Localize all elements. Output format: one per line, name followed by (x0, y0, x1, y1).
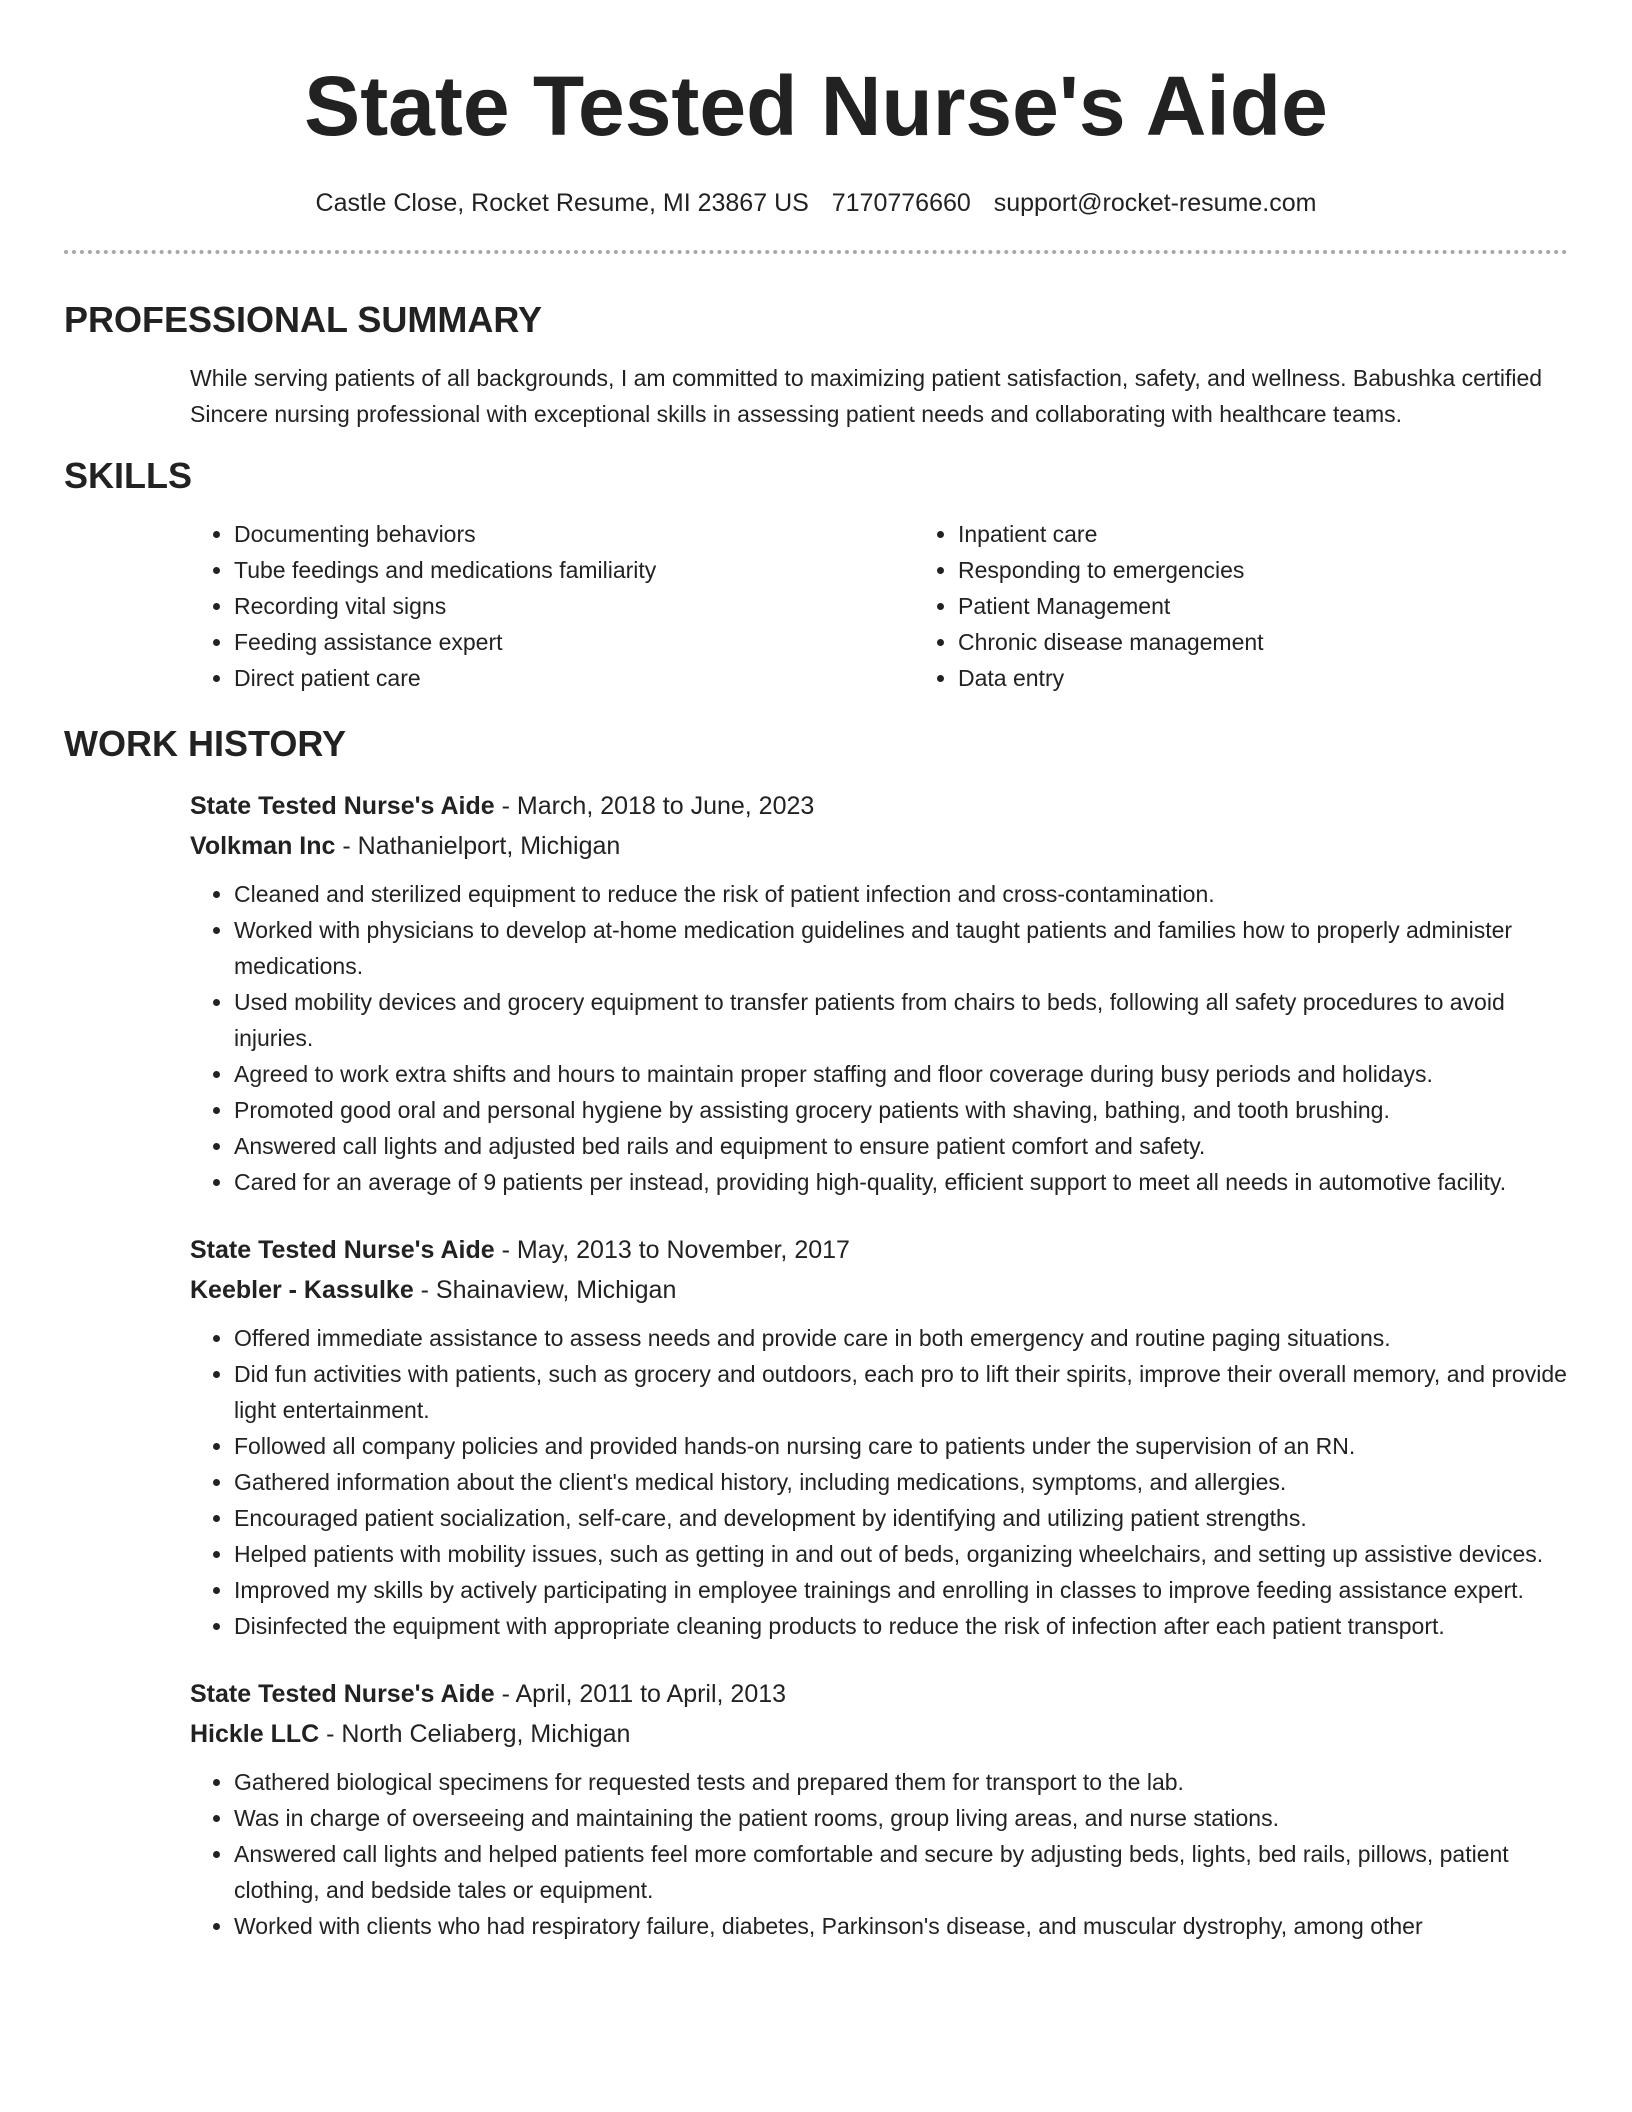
job-bullets (190, 876, 1568, 1200)
skill-item: • Data entry (958, 660, 1558, 696)
email: support@rocket-resume.com (993, 189, 1317, 217)
job-company: Volkman Inc (190, 832, 336, 860)
job-title: State Tested Nurse's Aide (190, 1236, 495, 1264)
work-history-heading: WORK HISTORY (64, 723, 347, 764)
job-title-line (190, 1674, 1568, 1714)
job-entry (190, 786, 1568, 1200)
header-divider (64, 250, 1568, 254)
skills-list (190, 516, 1568, 696)
skill-item: • Inpatient care (958, 516, 1558, 552)
job-bullet: • Offered immediate assistance to assess needs and provide care in both emergency and routine paging situations. (234, 1320, 1568, 1356)
job-bullet: • Was in charge of overseeing and maintaining the patient rooms, group living areas, and nurse stations. (234, 1800, 1568, 1836)
job-title: State Tested Nurse's Aide (190, 1680, 495, 1708)
job-dates: - March, 2018 to June, 2023 (494, 792, 815, 820)
job-bullet: • Encouraged patient socialization, self-care, and development by identifying and utilizing patient strengths. (234, 1500, 1568, 1536)
job-company: Keebler - Kassulke (190, 1276, 414, 1304)
contact-line (0, 186, 1632, 220)
job-location: - North Celiaberg, Michigan (319, 1720, 631, 1748)
job-bullet: • Promoted good oral and personal hygiene by assisting grocery patients with shaving, bathing, and tooth brushing. (234, 1092, 1568, 1128)
job-bullet: • Gathered biological specimens for requested tests and prepared them for transport to the lab. (234, 1764, 1568, 1800)
job-company-line (190, 826, 1568, 866)
job-title-line (190, 786, 1568, 826)
job-title: State Tested Nurse's Aide (190, 792, 495, 820)
job-bullet: • Helped patients with mobility issues, such as getting in and out of beds, organizing wheelchairs, and setting up assistive devices. (234, 1536, 1568, 1572)
job-bullet: • Answered call lights and helped patients feel more comfortable and secure by adjusting beds, lights, bed rails, pillows, patient clothing, and bedside tales or equipment. (234, 1836, 1568, 1908)
job-bullets (190, 1764, 1568, 1944)
job-company: Hickle LLC (190, 1720, 320, 1748)
job-bullets (190, 1320, 1568, 1644)
skills-column-left (190, 516, 914, 696)
job-bullet: • Cleaned and sterilized equipment to reduce the risk of patient infection and cross-contamination. (234, 876, 1568, 912)
summary-heading: PROFESSIONAL SUMMARY (64, 299, 543, 340)
job-dates: - May, 2013 to November, 2017 (494, 1236, 850, 1264)
skill-item: • Recording vital signs (234, 588, 914, 624)
job-dates: - April, 2011 to April, 2013 (494, 1680, 787, 1708)
skill-item: • Direct patient care (234, 660, 914, 696)
job-bullet: • Cared for an average of 9 patients per instead, providing high-quality, efficient support to meet all needs in automotive facility. (234, 1164, 1568, 1200)
skill-item: • Responding to emergencies (958, 552, 1558, 588)
skill-item: • Documenting behaviors (234, 516, 914, 552)
job-bullet: • Disinfected the equipment with appropriate cleaning products to reduce the risk of infection after each patient transport. (234, 1608, 1568, 1644)
skill-item: • Tube feedings and medications familiarity (234, 552, 914, 588)
skills-heading: SKILLS (64, 455, 193, 496)
skill-item: • Patient Management (958, 588, 1558, 624)
job-company-line (190, 1270, 1568, 1310)
phone: 7170776660 (831, 189, 971, 217)
job-entry (190, 1674, 1568, 1944)
job-bullet: • Gathered information about the client's medical history, including medications, symptoms, and allergies. (234, 1464, 1568, 1500)
job-bullet: • Agreed to work extra shifts and hours to maintain proper staffing and floor coverage during busy periods and holidays. (234, 1056, 1568, 1092)
job-bullet: • Worked with physicians to develop at-home medication guidelines and taught patients and families how to properly administer medications. (234, 912, 1568, 984)
job-bullet: • Used mobility devices and grocery equipment to transfer patients from chairs to beds, following all safety procedures to avoid injuries. (234, 984, 1568, 1056)
job-title-line (190, 1230, 1568, 1270)
skill-item: • Feeding assistance expert (234, 624, 914, 660)
job-bullet: • Answered call lights and adjusted bed rails and equipment to ensure patient comfort and safety. (234, 1128, 1568, 1164)
job-bullet: • Worked with clients who had respiratory failure, diabetes, Parkinson's disease, and muscular dystrophy, among other (234, 1908, 1568, 1944)
job-company-line (190, 1714, 1568, 1754)
address: Castle Close, Rocket Resume, MI 23867 US (315, 189, 809, 217)
summary-text: While serving patients of all backgrounds, I am committed to maximizing patient satisfaction, safety, and wellness. Babushka certified Sincere nursing professional with exceptional skills in assessing patient needs and collaborating with healthcare teams. (190, 365, 1543, 427)
skills-column-right (914, 516, 1558, 696)
candidate-name: State Tested Nurse's Aide (304, 59, 1328, 153)
job-entry (190, 1230, 1568, 1644)
job-location: - Nathanielport, Michigan (335, 832, 621, 860)
job-bullet: • Followed all company policies and provided hands-on nursing care to patients under the supervision of an RN. (234, 1428, 1568, 1464)
job-bullet: • Improved my skills by actively participating in employee trainings and enrolling in classes to improve feeding assistance expert. (234, 1572, 1568, 1608)
job-bullet: • Did fun activities with patients, such as grocery and outdoors, each pro to lift their spirits, improve their overall memory, and provide light entertainment. (234, 1356, 1568, 1428)
job-location: - Shainaview, Michigan (413, 1276, 677, 1304)
skill-item: • Chronic disease management (958, 624, 1558, 660)
